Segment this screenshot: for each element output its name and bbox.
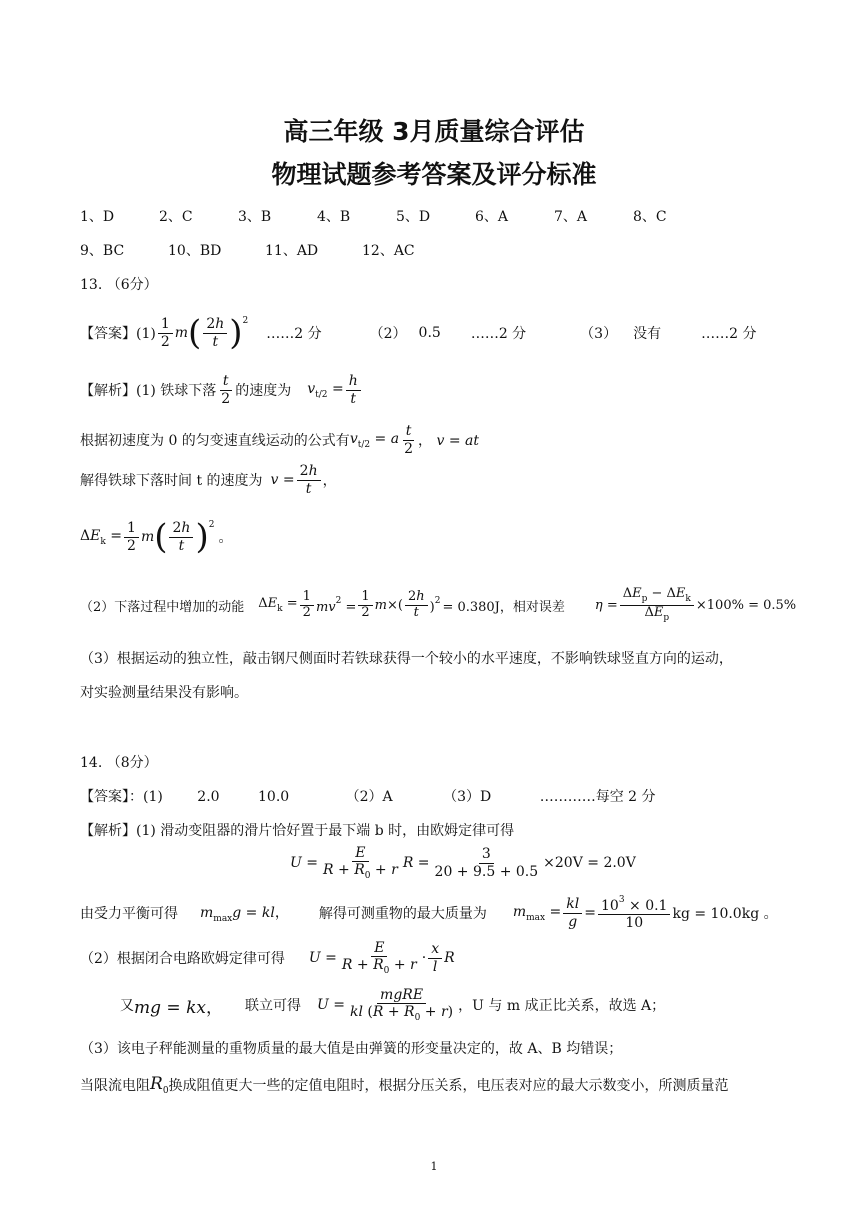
q13-answer-2-num: （2） <box>369 326 407 342</box>
title-line1: 高三年级 3月质量综合评估 <box>283 117 585 146</box>
q13-explanation-6: （3）根据运动的独立性，敲击钢尺侧面时若铁球获得一个较小的水平速度，不影响铁球竖直方向的运动， <box>80 651 733 667</box>
q14-explanation-3: （2）根据闭合电路欧姆定律可得 U = $\frac{E}{R + R_0 + r}$ · $\frac{x}{l}$ R <box>80 939 455 976</box>
q14-header: 14. （8分） <box>80 755 158 771</box>
choice-answer: 8、C <box>633 209 667 225</box>
q13-points-2: ……2 分 <box>470 326 527 342</box>
choice-answer: 11、AD <box>265 243 319 259</box>
choice-answer: 7、A <box>554 209 588 225</box>
q13-answer-line: 【答案】(1) $\frac{1}{2}$ m ( $\frac{2h}{t}$ ) 2 ……2 分 （2） 0.5 ……2 分 （3） 没有 ……2 分 <box>80 313 757 353</box>
q14-explanation-1: 【解析】(1) 滑动变阻器的滑片恰好置于最下端 b 时，由欧姆定律可得 <box>80 823 515 839</box>
choice-answer: 4、B <box>317 209 351 225</box>
choice-answer: 5、D <box>396 209 431 225</box>
q13-explanation-3: 解得铁球下落时间 t 的速度为 v = $\frac{2h}{t}$ ， <box>80 463 337 497</box>
choice-answer: 2、C <box>159 209 193 225</box>
choice-answer: 6、A <box>475 209 509 225</box>
q13-explanation-1: 【解析】(1) 铁球下落 $\frac{t}{2}$ 的速度为 $v_{t/2}$ = $\frac{h}{t}$ <box>80 370 363 410</box>
choice-answer: 3、B <box>238 209 272 225</box>
q13-points-3: ……2 分 <box>701 326 757 342</box>
q13-explanation-4: $\Delta E_k$ = $\frac{1}{2}$ m ( $\frac{2h}{t}$ ) 2 。 <box>80 517 233 557</box>
choice-answer: 9、BC <box>80 243 125 259</box>
q13-answer-3-num: （3） <box>580 326 618 342</box>
q13-header: 13. （6分） <box>80 277 158 293</box>
q14-explanation-2: 由受力平衡可得 $m_{max}g$ = kl， 解得可测重物的最大质量为 $m_{max}$ = $\frac{kl}{g}$ = $\frac{10^3 \times 0.1}{10}$ kg = 10.0kg 。 <box>80 894 778 931</box>
q14-equation-1: U = $\frac{E}{R + R_0 + r}$ R = $\frac{3}{20 + 9.5 + 0.5}$ ×20V = 2.0V <box>290 844 636 881</box>
q13-explanation-2: 根据初速度为 0 的匀变速直线运动的公式有 $v_{t/2} = a$ $\frac{t}{2}$ ， v = at <box>80 423 480 457</box>
q13-answer-2-value: 0.5 <box>418 325 441 341</box>
q13-answer-3-value: 没有 <box>633 326 662 342</box>
q13-answer-label: 【答案】(1) <box>80 326 156 342</box>
choice-answer: 1、D <box>80 209 115 225</box>
q14-answer-line: 【答案】：(1) 2.0 10.0 （2）A （3）D …………每空 2 分 <box>80 789 656 805</box>
q14-explanation-5: （3）该电子秤能测量的重物质量的最大值是由弹簧的形变量决定的，故 A、B 均错误； <box>80 1041 623 1057</box>
page-number: 1 <box>430 1160 438 1173</box>
q14-explanation-6: 当限流电阻 $R_0$ 换成阻值更大一些的定值电阻时，根据分压关系，电压表对应的最大示数变小，所测质量范 <box>80 1074 729 1096</box>
q13-explanation-5: （2）下落过程中增加的动能 $\Delta E_k$ = $\frac{1}{2}$ $mv^2$ = $\frac{1}{2}$ m×( $\frac{2h}{t}$ )$^2$ = 0.380J，相对误差 η = $\frac{\Delta E_p - \Delta E_k}{\Delta E_p}$ ×100% = 0.5% <box>80 586 797 623</box>
title-line2: 物理试题参考答案及评分标准 <box>271 160 597 189</box>
choice-answer: 10、BD <box>168 243 222 259</box>
q13-explanation-7: 对实验测量结果没有影响。 <box>80 685 248 701</box>
choice-answer: 12、AC <box>362 243 415 259</box>
q14-explanation-4: 又 mg = kx， 联立可得 U = $\frac{\text{mgRE}}{kl (R + R_0 + r)}$ ，U 与 m 成正比关系，故选 A； <box>120 986 666 1023</box>
q13-points-1: ……2 分 <box>266 326 322 342</box>
